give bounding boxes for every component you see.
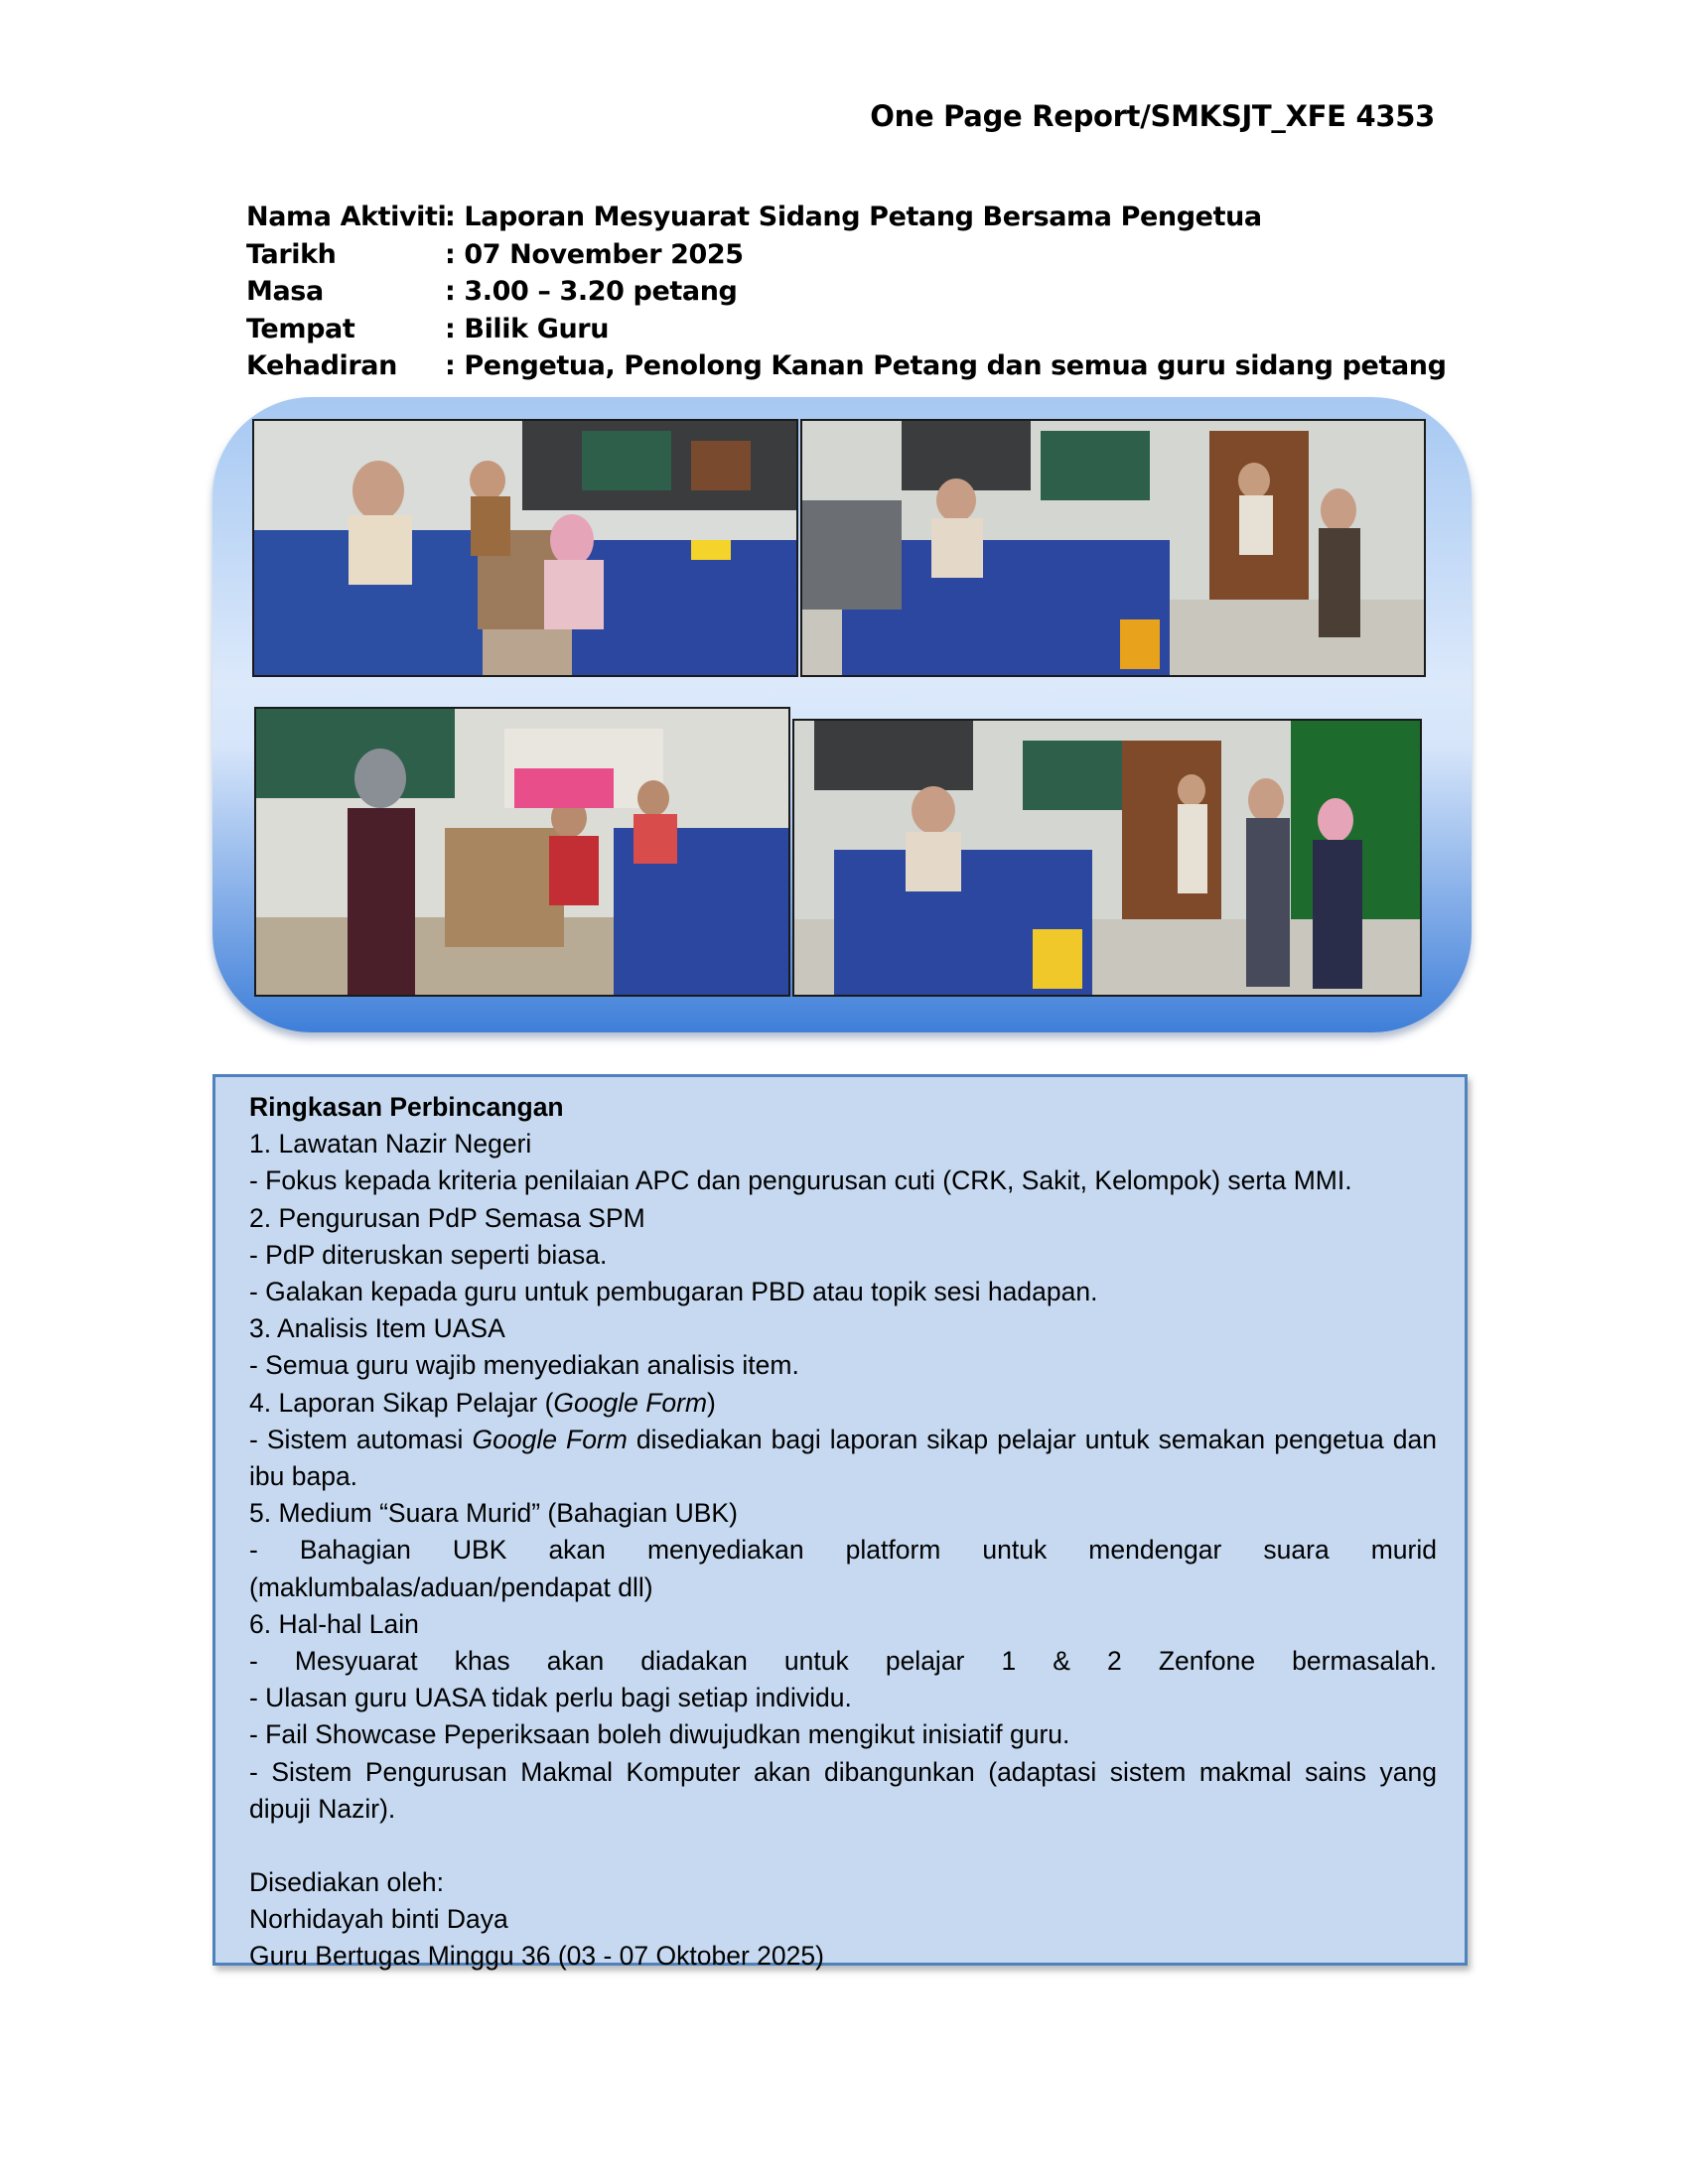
- meeting-photo-2: [800, 419, 1426, 677]
- info-row-venue: [246, 311, 1447, 348]
- info-value: : Pengetua, Penolong Kanan Petang dan semua guru sidang petang: [445, 350, 1447, 381]
- discussion-summary: [212, 1074, 1468, 1972]
- meeting-photo-4: [792, 719, 1422, 997]
- agenda-detail-em: Google Form: [472, 1424, 628, 1454]
- agenda-item-4-close: ): [707, 1387, 716, 1418]
- agenda-detail: [249, 1422, 1437, 1495]
- agenda-item-1: 1. Lawatan Nazir Negeri: [249, 1129, 532, 1160]
- agenda-detail: - Bahagian UBK akan menyediakan platform untuk mendengar suara murid (maklumbalas/aduan/pendapat dll): [249, 1535, 1437, 1602]
- agenda-detail: - Galakan kepada guru untuk pembugaran PBD atau topik sesi hadapan.: [249, 1277, 1098, 1307]
- agenda-detail: - PdP diteruskan seperti biasa.: [249, 1239, 608, 1270]
- info-row-attendance: [246, 347, 1447, 385]
- info-label: Tarikh: [246, 238, 337, 270]
- prepared-by-role: Guru Bertugas Minggu 36 (03 - 07 Oktober 2025): [249, 1941, 824, 1972]
- agenda-item-4-text: 4. Laporan Sikap Pelajar (: [249, 1387, 554, 1418]
- agenda-detail: - Sistem Pengurusan Makmal Komputer akan dibangunkan (adaptasi sistem makmal sains yang dipuji Nazir).: [249, 1756, 1437, 1824]
- info-value: : Laporan Mesyuarat Sidang Petang Bersama Pengetua: [445, 202, 1262, 232]
- agenda-detail: - Fokus kepada kriteria penilaian APC dan pengurusan cuti (CRK, Sakit, Kelompok) serta MMI.: [249, 1165, 1352, 1196]
- info-value: : Bilik Guru: [445, 313, 610, 344]
- info-value: : 07 November 2025: [445, 238, 744, 270]
- meeting-photo-1: [252, 419, 798, 677]
- spacer: [249, 1828, 1437, 1864]
- agenda-item-2: 2. Pengurusan PdP Semasa SPM: [249, 1202, 645, 1233]
- activity-info: [246, 199, 1447, 385]
- info-row-time: [246, 273, 1447, 311]
- agenda-item-5: 5. Medium “Suara Murid” (Bahagian UBK): [249, 1498, 738, 1529]
- agenda-item-4: [249, 1385, 1437, 1422]
- info-label: Nama Aktiviti: [246, 202, 447, 232]
- info-row-activity: [246, 199, 1447, 236]
- agenda-detail: - Mesyuarat khas akan diadakan untuk pelajar 1 & 2 Zenfone bermasalah.: [249, 1646, 1437, 1677]
- info-label: Tempat: [246, 313, 355, 344]
- info-label: Kehadiran: [246, 350, 397, 381]
- info-value: : 3.00 – 3.20 petang: [445, 276, 738, 307]
- agenda-detail-text: - Sistem automasi: [249, 1424, 473, 1454]
- agenda-detail-text: disediakan bagi laporan sikap pelajar untuk semakan pengetua dan ibu bapa.: [249, 1424, 1437, 1492]
- prepared-by-label: Disediakan oleh:: [249, 1867, 444, 1898]
- meeting-photo-3: [254, 707, 790, 997]
- agenda-item-6: 6. Hal-hal Lain: [249, 1608, 419, 1639]
- agenda-detail: - Fail Showcase Peperiksaan boleh diwujudkan mengikut inisiatif guru.: [249, 1719, 1070, 1750]
- agenda-item-4-em: Google Form: [553, 1387, 708, 1418]
- info-row-date: [246, 236, 1447, 274]
- prepared-by-name: Norhidayah binti Daya: [249, 1904, 508, 1935]
- photo-panel: [212, 397, 1472, 1032]
- report-reference: One Page Report/SMKSJT_XFE 4353: [870, 99, 1435, 133]
- summary-title: Ringkasan Perbincangan: [249, 1092, 564, 1122]
- agenda-detail: - Ulasan guru UASA tidak perlu bagi setiap individu.: [249, 1683, 852, 1713]
- summary-text: [249, 1089, 1437, 1976]
- agenda-item-3: 3. Analisis Item UASA: [249, 1313, 505, 1344]
- agenda-detail: - Semua guru wajib menyediakan analisis item.: [249, 1350, 799, 1381]
- info-label: Masa: [246, 276, 324, 307]
